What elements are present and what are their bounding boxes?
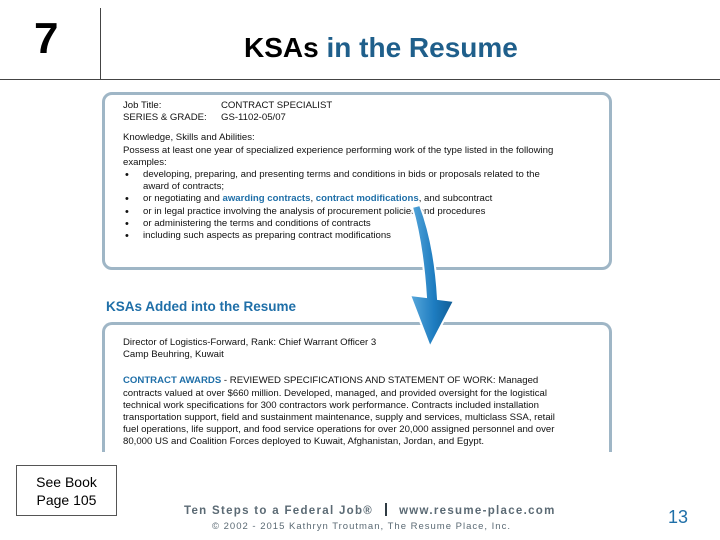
footer-separator <box>385 503 387 516</box>
ksa-bullet <box>123 193 609 205</box>
ksa-bullet <box>123 218 609 230</box>
resume-body-line1 <box>123 375 609 387</box>
resume-contract-awards-heading: CONTRACT AWARDS <box>123 375 222 387</box>
resume-body-line2: contracts valued at over $660 million. Developed, managed, and provided oversight for the logistical <box>123 387 547 399</box>
resume-body-line6: 80,000 US and Coalition Forces deployed to Kuwait, Afghanistan, Jordan, and Egypt. <box>123 436 485 448</box>
resume-body-line5: fuel operations, life support, and food service operations for over 20,000 assigned personnel and over <box>123 424 555 436</box>
footer-brand-line <box>184 503 556 517</box>
series-grade-row <box>123 112 609 124</box>
ksa-bullet-list <box>123 169 609 242</box>
header-horizontal-divider <box>0 79 720 80</box>
job-announcement-card <box>102 92 612 270</box>
ksa-highlight-awarding-contracts: awarding contracts <box>222 193 311 205</box>
job-title-value: CONTRACT SPECIALIST <box>221 100 333 111</box>
ksa-bullet-5: including such aspects as preparing contract modifications <box>143 230 391 242</box>
ksa-heading: Knowledge, Skills and Abilities: <box>123 132 255 144</box>
ksa-bullet-4: or administering the terms and conditions of contracts <box>143 217 371 229</box>
slide-number: 7 <box>34 14 59 63</box>
header-vertical-divider <box>100 8 101 80</box>
series-grade-label: SERIES & GRADE: <box>123 112 207 124</box>
ksa-bullet-2-post: , and subcontract <box>418 193 493 205</box>
ksas-added-label: KSAs Added into the Resume <box>106 299 297 314</box>
resume-excerpt-card <box>102 322 612 462</box>
series-grade-value: GS-1102-05/07 <box>221 112 286 124</box>
resume-body-line3: technical work specifications for 300 contractors work performance. Contracts included installation <box>123 399 539 411</box>
resume-position-line: Director of Logistics-Forward, Rank: Chief Warrant Officer 3 <box>123 337 377 348</box>
ksa-bullet <box>123 206 609 218</box>
page-reference-line2: Page 105 <box>36 492 97 508</box>
page-reference-line1: See Book <box>36 474 97 490</box>
ksa-bullet-2-mid: , <box>310 193 316 205</box>
resume-body-line4: transportation support, field and sustainment maintenance, supply and services, multiclass SSA, retail <box>123 412 555 424</box>
ksa-bullet-3: or in legal practice involving the analysis of procurement policies and procedures <box>143 205 486 217</box>
ksa-intro-line2: examples: <box>123 156 167 168</box>
job-announcement-content <box>123 100 609 242</box>
resume-body <box>123 375 609 448</box>
resume-excerpt-content <box>123 337 609 449</box>
slide-title-part1: KSAs <box>244 32 319 63</box>
slide-title <box>244 32 518 64</box>
resume-body-first: - REVIEWED SPECIFICATIONS AND STATEMENT OF WORK: Managed <box>221 375 539 387</box>
footer-copyright: © 2002 - 2015 Kathryn Troutman, The Resume Place, Inc. <box>212 521 511 532</box>
book-page-reference <box>16 465 117 516</box>
page-number: 13 <box>668 507 689 527</box>
ksa-bullet-1-line2: award of contracts; <box>143 181 225 193</box>
ksa-highlight-contract-modifications: contract modifications <box>315 193 419 205</box>
footer-website: www.resume-place.com <box>399 505 556 517</box>
resume-crop-edge <box>96 452 626 466</box>
ksa-bullet-2-pre: or negotiating and <box>143 193 223 205</box>
job-title-row <box>123 100 609 112</box>
down-arrow-icon <box>390 205 460 355</box>
ksa-bullet <box>123 169 609 193</box>
job-title-label: Job Title: <box>123 100 162 111</box>
ksa-bullet-1-line1: • developing, preparing, and presenting terms and conditions in bids or proposals related to the <box>143 169 540 181</box>
ksa-intro-line1: Possess at least one year of specialized experience performing work of the type listed in the following <box>123 144 554 156</box>
footer-brand: Ten Steps to a Federal Job® <box>184 505 374 517</box>
slide-title-part2: in the Resume <box>326 32 518 63</box>
ksa-bullet <box>123 230 609 242</box>
resume-location-line: Camp Beuhring, Kuwait <box>123 349 224 361</box>
